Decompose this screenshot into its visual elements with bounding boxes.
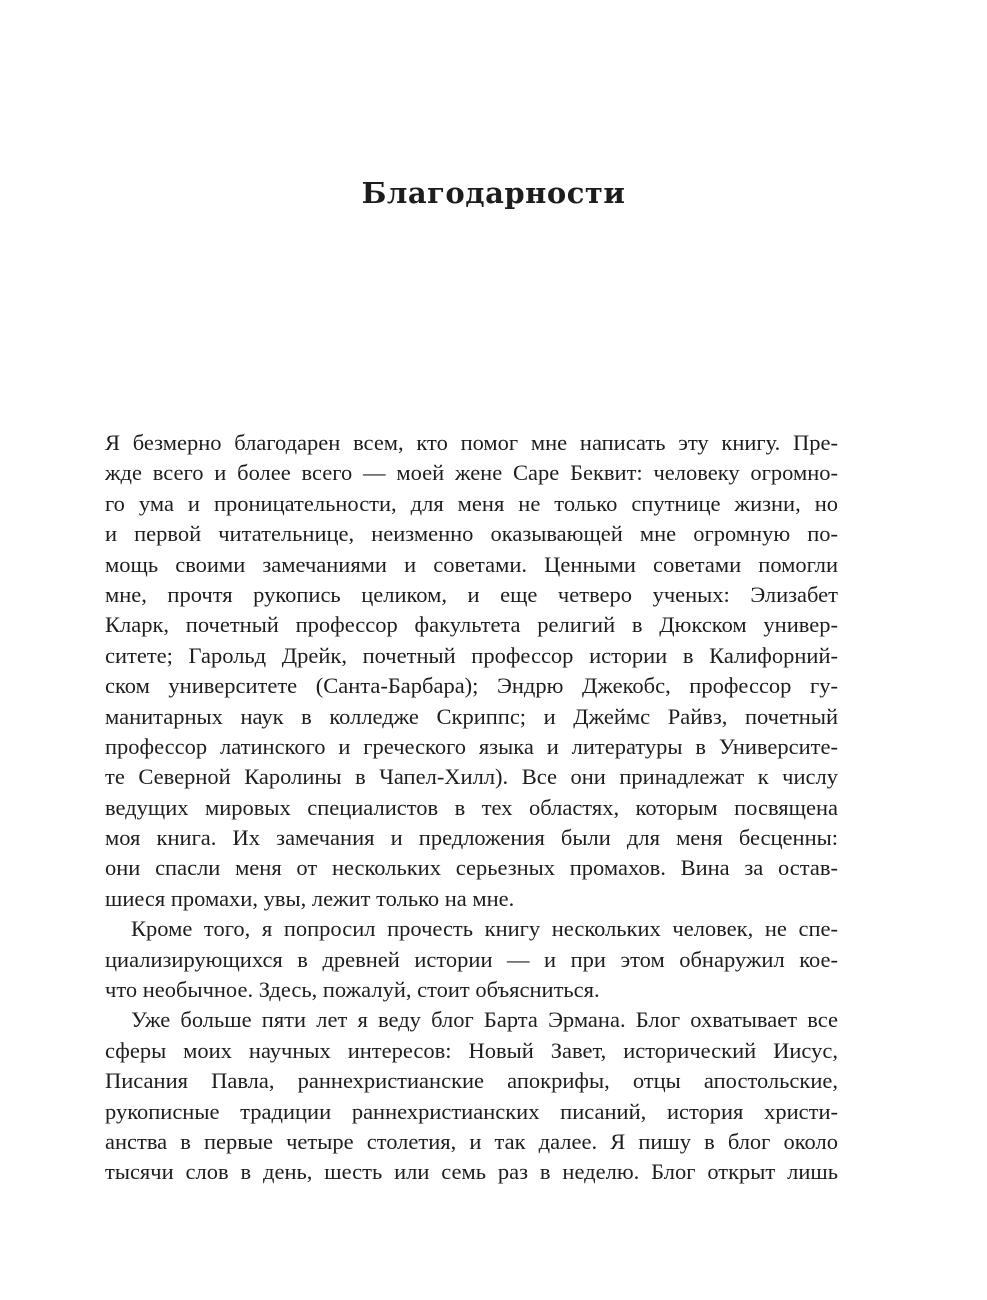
text-line: мне, прочтя рукопись целиком, и еще четверо ученых: Элизабет xyxy=(105,581,838,607)
text-line: профессор латинского и греческого языка и литературы в Университе- xyxy=(105,733,838,759)
text-line: Кроме того, я попросил прочесть книгу нескольких человек, не спе- xyxy=(131,916,838,942)
text-line: мощь своими замечаниями и советами. Ценными советами помогли xyxy=(105,551,838,577)
text-line: ситете; Гарольд Дрейк, почетный профессор истории в Калифорний- xyxy=(105,642,838,668)
text-line: анства в первые четыре столетия, и так далее. Я пишу в блог около xyxy=(105,1128,838,1154)
text-line: Кларк, почетный профессор факультета религий в Дюкском универ- xyxy=(105,612,838,638)
text-line: манитарных наук в колледже Скриппс; и Джеймс Райвз, почетный xyxy=(105,703,838,729)
text-line: жде всего и более всего — моей жене Саре Беквит: человеку огромно- xyxy=(105,460,838,486)
text-line: циализирующихся в древней истории — и при этом обнаружил кое- xyxy=(105,946,838,972)
text-line: что необычное. Здесь, пожалуй, стоит объясниться. xyxy=(105,977,600,1003)
text-line: шиеся промахи, увы, лежит только на мне. xyxy=(105,885,515,911)
text-line: тысячи слов в день, шесть или семь раз в неделю. Блог открыт лишь xyxy=(105,1159,838,1185)
text-line: ведущих мировых специалистов в тех областях, которым посвящена xyxy=(105,794,838,820)
text-line: они спасли меня от нескольких серьезных промахов. Вина за остав- xyxy=(105,855,838,881)
text-line: го ума и проницательности, для меня не только спутнице жизни, но xyxy=(105,490,838,516)
text-line: ском университете (Санта-Барбара); Эндрю Джекобс, профессор гу- xyxy=(105,673,838,699)
text-line: те Северной Каролины в Чапел-Хилл). Все они принадлежат к числу xyxy=(105,764,838,790)
text-line: и первой читательнице, неизменно оказывающей мне огромную по- xyxy=(105,521,838,547)
text-line: Я безмерно благодарен всем, кто помог мне написать эту книгу. Пре- xyxy=(105,430,838,455)
chapter-title: Благодарности xyxy=(361,176,626,210)
body-text xyxy=(105,428,838,1188)
text-line: Писания Павла, раннехристианские апокрифы, отцы апостольские, xyxy=(105,1068,838,1094)
text-line: рукописные традиции раннехристианских писаний, история христи- xyxy=(105,1098,838,1124)
text-line: моя книга. Их замечания и предложения были для меня бесценны: xyxy=(105,825,838,851)
text-line: Уже больше пяти лет я веду блог Барта Эрмана. Блог охватывает все xyxy=(131,1007,838,1033)
text-line: сферы моих научных интересов: Новый Завет, исторический Иисус, xyxy=(105,1037,838,1063)
